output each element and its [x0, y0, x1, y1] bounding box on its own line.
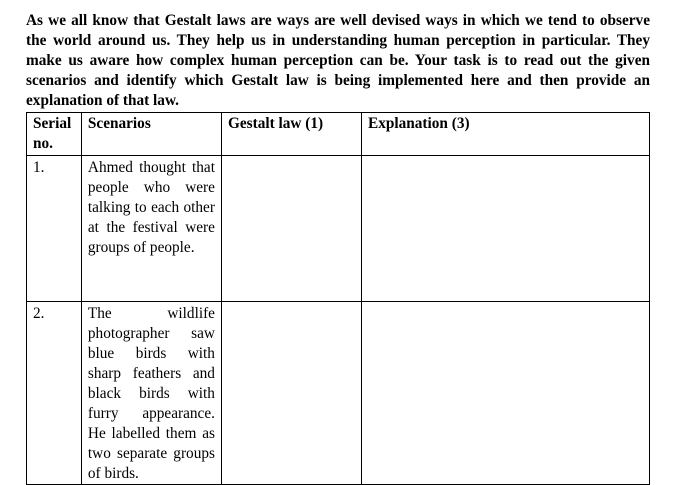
header-scenarios: Scenarios: [81, 113, 221, 156]
header-serial-no: Serial no.: [27, 113, 82, 156]
gestalt-law-answer-cell[interactable]: [221, 302, 361, 485]
scenario-cell: [81, 302, 221, 485]
explanation-answer-cell[interactable]: [362, 156, 650, 302]
table-row: [27, 156, 650, 302]
gestalt-law-answer-cell[interactable]: [221, 156, 361, 302]
scenario-text: Ahmed thought that people who were talking to each other at the festival were groups of people.: [87, 159, 215, 256]
header-explanation: Explanation (3): [362, 113, 650, 156]
table-row: [27, 302, 650, 485]
serial-cell: 1.: [27, 156, 82, 302]
explanation-answer-cell[interactable]: [362, 302, 650, 485]
instructions-paragraph: As we all know that Gestalt laws are ways are well devised ways in which we tend to observe the world around us. They help us in understanding human perception in particular. They make us aware how complex human perception can be. Your task is to read out the given scenarios and identify which Gestalt law is being implemented here and then provide an explanation of that law.: [26, 12, 650, 110]
serial-cell: 2.: [27, 302, 82, 485]
table-header-row: [27, 113, 650, 156]
scenario-cell: [81, 156, 221, 302]
header-gestalt-law: Gestalt law (1): [221, 113, 361, 156]
scenario-table: [26, 112, 650, 485]
scenario-text: The wildlife photographer saw blue birds with sharp feathers and black birds with furry appearance. He labelled them as two separate groups of birds.: [87, 305, 215, 482]
